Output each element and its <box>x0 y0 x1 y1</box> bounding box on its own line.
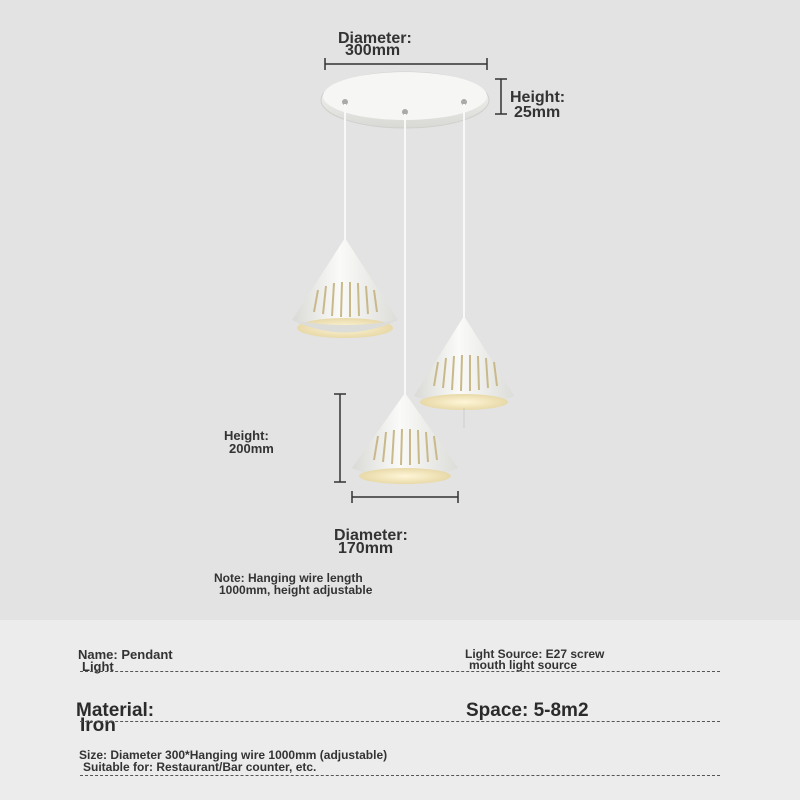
canopy-height-label: Height: <box>510 89 566 106</box>
dimension-line-shade-diameter <box>352 491 458 503</box>
shade-diameter-label: Diameter: <box>334 527 408 544</box>
divider <box>80 775 720 776</box>
dimension-line-canopy-height <box>495 79 507 114</box>
spec-space: Space: 5-8m2 <box>466 700 589 721</box>
spec-suitable: Suitable for: Restaurant/Bar counter, etc. <box>83 760 317 774</box>
spec-size: Size: Diameter 300*Hanging wire 1000mm (adjustable) <box>79 748 388 762</box>
note-line-2: 1000mm, height adjustable <box>219 583 373 597</box>
spec-name: Name: Pendant <box>78 647 173 662</box>
shade-height-label: Height: <box>224 428 269 443</box>
spec-name-cont: Light <box>82 659 114 674</box>
shade-diameter-value: 170mm <box>338 540 394 557</box>
canopy-height-value: 25mm <box>514 104 561 121</box>
pendant-shade-right <box>414 316 514 428</box>
divider <box>80 671 720 672</box>
canopy-diameter-value: 300mm <box>345 42 401 59</box>
dimension-line-shade-height <box>334 394 346 482</box>
shade-height-value: 200mm <box>229 441 274 456</box>
spec-light-source-cont: mouth light source <box>469 658 577 672</box>
dimension-line-canopy-diameter <box>325 58 487 70</box>
note-line-1: Note: Hanging wire length <box>214 571 363 585</box>
pendant-shade-left <box>292 238 398 338</box>
spec-material: Material: <box>76 700 155 721</box>
divider <box>80 721 720 722</box>
spec-material-cont: Iron <box>80 715 116 736</box>
canopy-diameter-label: Diameter: <box>338 30 412 47</box>
spec-light-source: Light Source: E27 screw <box>465 647 605 661</box>
